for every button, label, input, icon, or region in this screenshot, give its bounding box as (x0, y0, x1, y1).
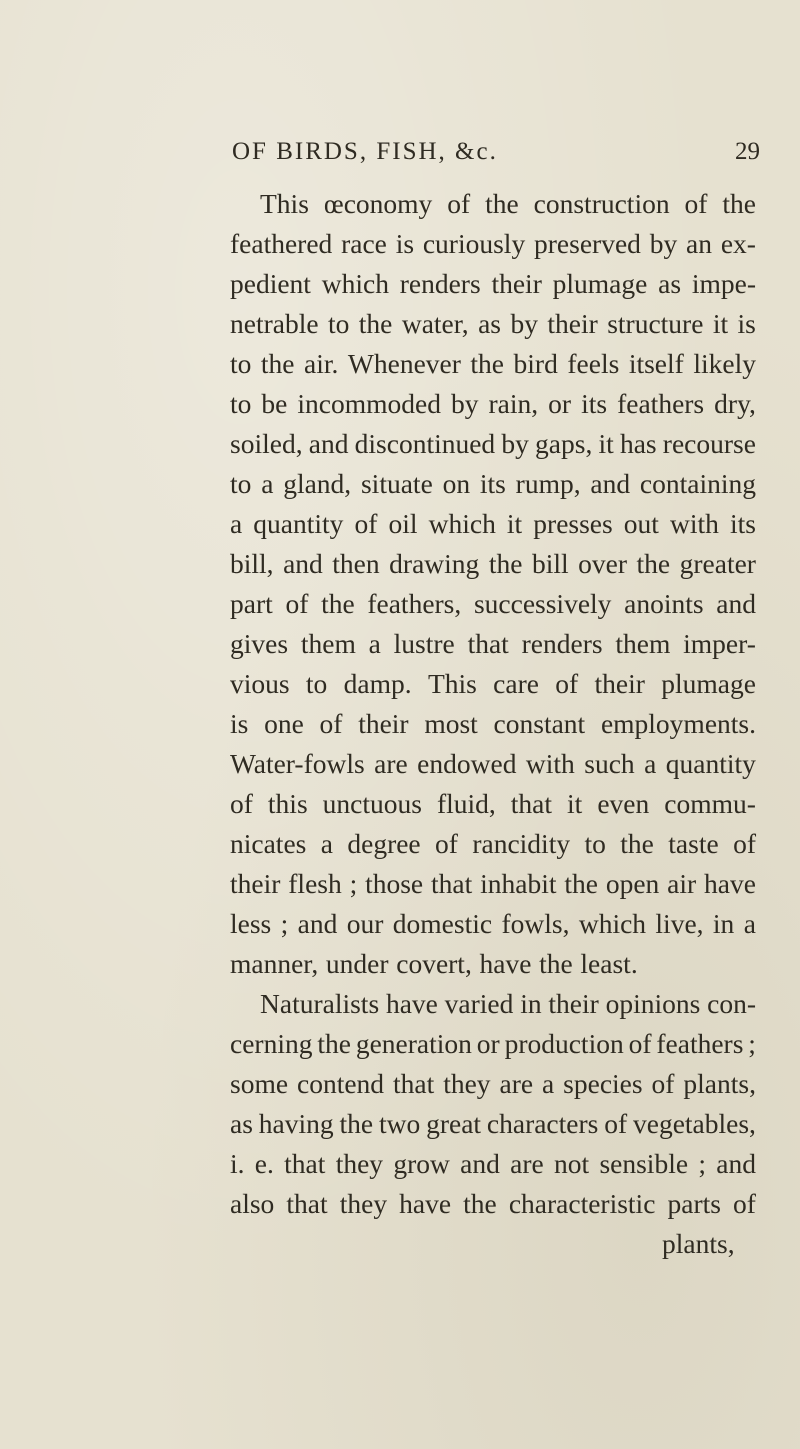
word: and (590, 468, 631, 499)
word: feathers (617, 388, 705, 419)
word: also (230, 1188, 275, 1219)
text-line (230, 906, 756, 942)
word: quantity (665, 748, 756, 779)
word: a (743, 908, 756, 939)
text-line (230, 306, 756, 342)
word: gaps, (535, 428, 593, 459)
word: of (628, 1028, 652, 1059)
word: its (479, 468, 506, 499)
word: their (491, 268, 542, 299)
text-line (230, 546, 756, 582)
word: then (332, 548, 380, 579)
word: the (470, 348, 505, 379)
page-number: 29 (735, 138, 760, 165)
word: quantity (253, 508, 344, 539)
word: preserved (534, 228, 641, 259)
word: is (395, 228, 415, 259)
word: they (335, 1148, 384, 1179)
word: to (230, 388, 252, 419)
word: manner, (230, 948, 319, 979)
word: incommoded (297, 388, 441, 419)
word: contend (297, 1068, 385, 1099)
word: with (670, 508, 719, 539)
word: which (428, 508, 496, 539)
word: the (488, 548, 523, 579)
word: live, (655, 908, 704, 939)
word: their (594, 668, 645, 699)
word: production (504, 1028, 624, 1059)
word: characters (486, 1108, 599, 1139)
text-line (230, 746, 756, 782)
word: in (520, 988, 542, 1019)
word: constant (493, 708, 586, 739)
word: of (733, 1188, 756, 1219)
word: construction (533, 188, 670, 219)
word: that (286, 1188, 328, 1219)
word: the (321, 588, 355, 619)
word: their (230, 868, 281, 899)
word: and (716, 1148, 756, 1179)
word: by (451, 388, 479, 419)
word: that (284, 1148, 326, 1179)
word: by (501, 428, 529, 459)
word: i. (230, 1148, 245, 1179)
text-line (230, 266, 756, 302)
word: successively (473, 588, 612, 619)
word: fowls, (501, 908, 570, 939)
word: structure (607, 308, 704, 339)
word: con- (707, 988, 756, 1019)
text-line (230, 1106, 756, 1142)
word: soiled, (230, 428, 303, 459)
word: which (321, 268, 389, 299)
word: a (644, 748, 657, 779)
word: feathers (656, 1028, 744, 1059)
word: is (230, 708, 249, 739)
text-line (260, 986, 756, 1022)
word: gives (230, 628, 289, 659)
word: species (563, 1068, 643, 1099)
word: them (615, 628, 671, 659)
word: by (649, 228, 678, 259)
text-line (230, 706, 756, 742)
running-head (0, 138, 800, 178)
word: its (729, 508, 756, 539)
word: of (733, 828, 756, 859)
word: it (506, 508, 523, 539)
word: great (426, 1108, 482, 1139)
word: it (598, 428, 614, 459)
word: renders (521, 628, 603, 659)
text-line (230, 626, 756, 662)
word: the (564, 868, 598, 899)
word: grow (393, 1148, 450, 1179)
text-line (260, 186, 756, 222)
word: of (447, 188, 471, 219)
word: on (442, 468, 471, 499)
word: and (460, 1148, 500, 1179)
word: lustre (393, 628, 455, 659)
word: dry, (714, 388, 756, 419)
word: Naturalists (260, 988, 380, 1019)
word: is (737, 308, 756, 339)
word: varied (444, 988, 514, 1019)
word: those (365, 868, 424, 899)
word: with (525, 748, 575, 779)
word: inhabit (480, 868, 557, 899)
word: feels (567, 348, 620, 379)
text-line (230, 1066, 756, 1102)
text-line (230, 466, 756, 502)
word: of (354, 508, 378, 539)
word: least. (580, 948, 638, 979)
word: impe- (691, 268, 756, 299)
word: air (667, 868, 697, 899)
text-line (230, 1026, 756, 1062)
text-line (230, 346, 756, 382)
word: out (623, 508, 659, 539)
text-line (230, 386, 756, 422)
word: covert, (396, 948, 472, 979)
word: the (636, 548, 671, 579)
word: opinions (605, 988, 701, 1019)
word: race (341, 228, 387, 259)
word: as (230, 1108, 253, 1139)
word: Whenever (347, 348, 461, 379)
word: plumage (552, 268, 648, 299)
word: one (264, 708, 304, 739)
word: e. (254, 1148, 274, 1179)
word: situate (360, 468, 433, 499)
word: drawing (389, 548, 480, 579)
word: This (427, 668, 477, 699)
word: of (684, 188, 708, 219)
word: or (548, 388, 572, 419)
word: some (230, 1068, 289, 1099)
word: our (346, 908, 384, 939)
word: anoints (624, 588, 704, 619)
word: an (686, 228, 712, 259)
word: bill, (230, 548, 274, 579)
text-line (230, 1186, 756, 1222)
word: even (597, 788, 650, 819)
word: the (317, 1028, 351, 1059)
word: presses (533, 508, 613, 539)
text-line (230, 786, 756, 822)
word: or (476, 1028, 500, 1059)
word: curiously (422, 228, 526, 259)
word: unctuous (322, 788, 422, 819)
word: in (712, 908, 735, 939)
word: commu- (664, 788, 756, 819)
word: vegetables, (632, 1108, 756, 1139)
word: Water-fowls (230, 748, 365, 779)
word: ex- (720, 228, 756, 259)
word: the (463, 1188, 497, 1219)
word: the (722, 188, 756, 219)
word: the (358, 308, 393, 339)
word: vious (230, 668, 290, 699)
word: ; (349, 868, 358, 899)
word: likely (693, 348, 756, 379)
word: flesh (288, 868, 342, 899)
word: not (554, 1148, 590, 1179)
word: their (358, 708, 409, 739)
word: of (319, 708, 343, 739)
word: over (578, 548, 627, 579)
word: the (260, 348, 295, 379)
word: that (431, 868, 473, 899)
word: have (479, 948, 532, 979)
word: of (604, 1108, 628, 1139)
word: itself (628, 348, 684, 379)
word: gland, (283, 468, 352, 499)
word: fluid, (436, 788, 496, 819)
word: nicates (230, 828, 307, 859)
word: damp. (343, 668, 412, 699)
word: they (443, 1068, 491, 1099)
word: it (567, 788, 583, 819)
word: oil (388, 508, 418, 539)
word: containing (639, 468, 756, 499)
word: of (285, 588, 309, 619)
word: as (478, 308, 502, 339)
word: rancidity (472, 828, 571, 859)
word: plumage (661, 668, 756, 699)
word: have (399, 1188, 452, 1219)
word: of (230, 788, 253, 819)
word: netrable (230, 308, 319, 339)
word: its (581, 388, 608, 419)
word: to (230, 468, 252, 499)
word: are (499, 1068, 534, 1099)
text-line (230, 826, 756, 862)
catchword (662, 1226, 756, 1262)
word: and (297, 908, 338, 939)
word: their (547, 308, 598, 339)
word: degree (347, 828, 421, 859)
word: rump, (515, 468, 581, 499)
word: plants, (662, 1228, 735, 1259)
word: cerning (230, 1028, 313, 1059)
word: part (230, 588, 273, 619)
word: domestic (392, 908, 493, 939)
word: to (327, 308, 350, 339)
word: feathered (230, 228, 333, 259)
text-line (230, 506, 756, 542)
word: greater (679, 548, 756, 579)
word: they (339, 1188, 388, 1219)
text-line (230, 226, 756, 262)
word: to (584, 828, 606, 859)
word: have (704, 868, 756, 899)
word: are (374, 748, 408, 779)
word: recourse (662, 428, 756, 459)
word: this (267, 788, 308, 819)
text-line (230, 426, 756, 462)
word: have (385, 988, 438, 1019)
word: and (308, 428, 349, 459)
word: rain, (488, 388, 539, 419)
word: having (258, 1108, 334, 1139)
text-line (230, 666, 756, 702)
word: has (619, 428, 657, 459)
word: two (378, 1108, 421, 1139)
word: discontinued (354, 428, 496, 459)
word: be (261, 388, 288, 419)
word: a (320, 828, 333, 859)
word: such (584, 748, 635, 779)
word: ; (748, 1028, 756, 1059)
word: a (368, 628, 381, 659)
word: that (510, 788, 553, 819)
word: the (620, 828, 654, 859)
word: generation (355, 1028, 472, 1059)
word: by (510, 308, 538, 339)
word: a (542, 1068, 555, 1099)
word: bird (513, 348, 558, 379)
text-line (230, 1146, 756, 1182)
word: pedient (230, 268, 311, 299)
word: and (283, 548, 323, 579)
word: less (230, 908, 272, 939)
word: plants, (683, 1068, 756, 1099)
word: of (555, 668, 579, 699)
word: bill (531, 548, 569, 579)
text-line (230, 586, 756, 622)
word: renders (399, 268, 481, 299)
word: it (712, 308, 729, 339)
word: imper- (683, 628, 756, 659)
word: the (485, 188, 519, 219)
word: them (300, 628, 356, 659)
word: of (435, 828, 458, 859)
text-line (230, 866, 756, 902)
word: employments. (600, 708, 756, 739)
word: œconomy (323, 188, 433, 219)
word: taste (668, 828, 719, 859)
text-line (230, 946, 756, 982)
word: the (339, 1108, 374, 1139)
word: that (467, 628, 509, 659)
running-title: OF BIRDS, FISH, &c. (232, 138, 498, 165)
word: their (548, 988, 599, 1019)
word: as (658, 268, 682, 299)
word: characteristic (508, 1188, 656, 1219)
word: care (493, 668, 539, 699)
word: are (510, 1148, 544, 1179)
word: the (539, 948, 573, 979)
word: ; (698, 1148, 706, 1179)
word: This (260, 188, 309, 219)
word: to (230, 348, 252, 379)
word: and (716, 588, 756, 619)
word: water, (401, 308, 469, 339)
word: sensible (599, 1148, 689, 1179)
word: air. (304, 348, 339, 379)
word: a (230, 508, 243, 539)
word: most (424, 708, 478, 739)
word: parts (667, 1188, 721, 1219)
word: which (578, 908, 647, 939)
word: a (261, 468, 274, 499)
word: of (651, 1068, 675, 1099)
word: under (325, 948, 389, 979)
word: to (305, 668, 328, 699)
word: open (605, 868, 660, 899)
word: feathers, (367, 588, 462, 619)
word: endowed (417, 748, 517, 779)
word: ; (280, 908, 289, 939)
word: that (393, 1068, 435, 1099)
